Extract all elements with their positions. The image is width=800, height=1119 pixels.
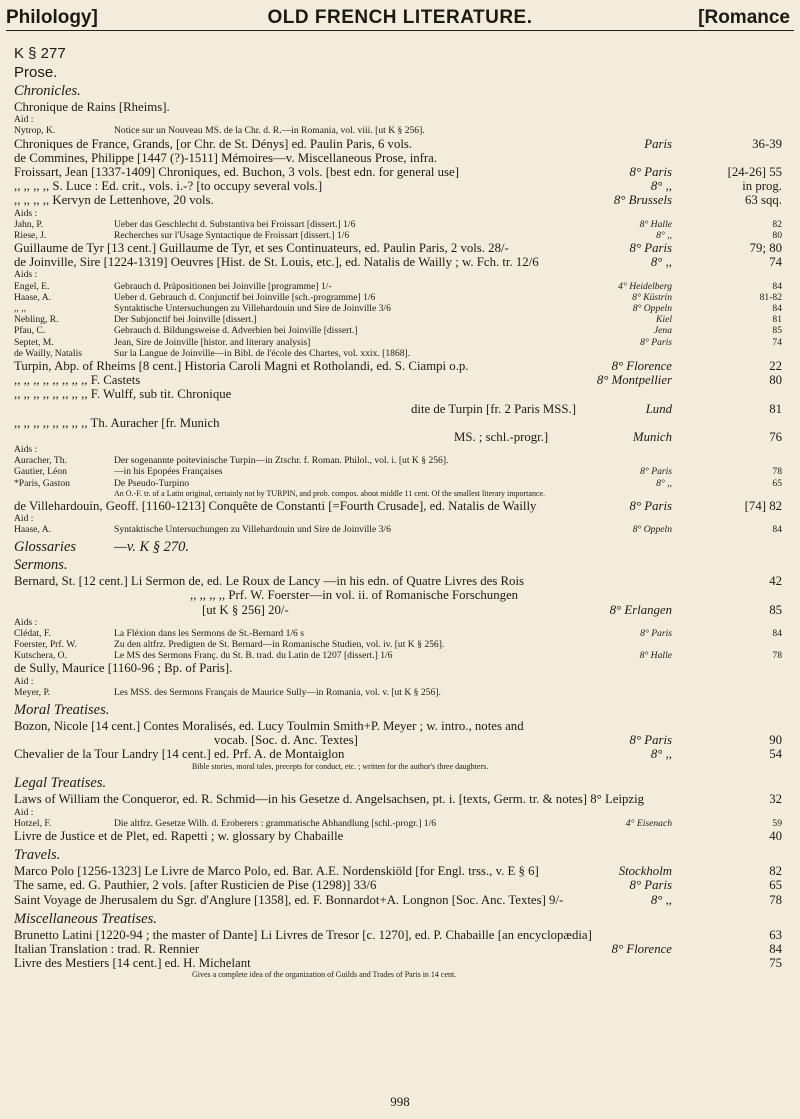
- page-ref: 75: [769, 956, 782, 971]
- entry-line: [14, 292, 782, 303]
- format-place: 8° Halle: [639, 650, 672, 662]
- format-place: 8° Paris: [629, 878, 672, 893]
- entry-text: ,, ,, ,, ,, S. Luce : Ed. crit., vols. i.-? [to occupy several vols.]: [14, 179, 323, 194]
- entry-text: Nebling, R.: [14, 314, 59, 326]
- entry-text: Saint Voyage de Jherusalem du Sgr. d'Anglure [1358], ed. F. Bonnardot+A. Longnon [Soc. Anc. Textes] 9/-: [14, 892, 564, 907]
- entry-text: Aid :: [14, 806, 34, 818]
- entry-text: [ut K § 256] 20/-: [202, 602, 289, 617]
- page-ref: 84: [772, 303, 782, 314]
- format-place: 8° Paris: [629, 733, 672, 748]
- format-place: 8° Paris: [640, 336, 672, 348]
- entry-text: Bozon, Nicole [14 cent.] Contes Moralisés, ed. Lucy Toulmin Smith+P. Meyer ; w. intro., notes and: [14, 719, 524, 734]
- format-place: 8° Paris: [629, 164, 672, 179]
- header-center: OLD FRENCH LITERATURE.: [267, 7, 533, 28]
- entry-line: [14, 574, 782, 588]
- header-left: Philology]: [6, 7, 98, 28]
- entry-line: [14, 513, 782, 524]
- page-ref: 74: [769, 255, 782, 270]
- entry-line: [14, 100, 782, 114]
- entry-text: Bible stories, moral tales, precepts for conduct, etc. ; written for the author's three daughters.: [192, 761, 489, 771]
- entry-text: de Wailly, Natalis: [14, 347, 82, 359]
- entry-text: Chronicles.: [14, 83, 81, 99]
- entry-line: [14, 807, 782, 818]
- page-ref: 81: [769, 401, 782, 416]
- page-ref: 84: [772, 523, 782, 535]
- format-place: 8° ,,: [650, 179, 672, 194]
- entry-line: [14, 956, 782, 970]
- entry-line: [14, 650, 782, 661]
- format-place: Stockholm: [618, 864, 672, 879]
- entry-line: [14, 603, 782, 617]
- page-ref: 80: [772, 229, 782, 241]
- entry-text: Engel, E.: [14, 280, 50, 292]
- format-place: 8° Halle: [639, 218, 672, 230]
- entry-text: Gautier, Léon: [14, 466, 67, 478]
- entry-line: [14, 455, 782, 466]
- entry-text: Prose.: [14, 64, 58, 81]
- format-place: 8° Paris: [640, 466, 672, 478]
- entry-text: Zu den altfrz. Predigten de St. Bernard—in Romanische Studien, vol. iv. [ut K § 256].: [114, 639, 445, 651]
- entry-line: [14, 588, 782, 602]
- entry-text: Turpin, Abp. of Rheims [8 cent.] Historia Caroli Magni et Rotholandi, ed. S. Ciampi o.p.: [14, 358, 469, 373]
- entry-text: Ueber d. Gebrauch d. Conjunctif bei Joinville [sch.-programme] 1/6: [114, 291, 376, 303]
- entry-text: Italian Translation : trad. R. Rennier: [14, 941, 200, 956]
- entry-line: [14, 179, 782, 193]
- entry-line: [14, 82, 782, 100]
- entry-line: [14, 387, 782, 401]
- entry-text: de Joinville, Sire [1224-1319] Oeuvres [Hist. de St. Louis, etc.], ed. Natalis de Wailly ; w. Fch. tr. 12/6: [14, 255, 539, 270]
- header-right: [Romance: [698, 7, 790, 28]
- entry-line: [14, 255, 782, 269]
- entry-text: Aids :: [14, 269, 38, 281]
- entry-line: [14, 719, 782, 733]
- entry-line: [14, 337, 782, 348]
- format-place: 8° Florence: [611, 941, 672, 956]
- entry-line: [14, 893, 782, 907]
- entry-line: [14, 762, 782, 772]
- entry-text: Aids :: [14, 616, 38, 628]
- page-ref: 84: [772, 280, 782, 292]
- entry-line: [14, 269, 782, 280]
- entry-line: [14, 44, 782, 64]
- entry-text: Nytrop, K.: [14, 125, 56, 137]
- entry-text: Brunetto Latini [1220-94 ; the master of Dante] Li Livres de Tresor [c. 1270], ed. P. Chabaille [an encyclopædia]: [14, 927, 592, 942]
- entry-line: [14, 628, 782, 639]
- entry-line: [14, 701, 782, 719]
- entry-text: Clédat, F.: [14, 627, 51, 639]
- entry-line: [14, 970, 782, 980]
- page-ref: 63 sqq.: [745, 193, 782, 208]
- entry-text: Riese, J.: [14, 229, 47, 241]
- page-ref: 40: [769, 828, 782, 843]
- entry-text: Le MS des Sermons Franç. du St. B. trad. du Latin de 1207 [dissert.] 1/6: [114, 650, 393, 662]
- entry-line: [14, 165, 782, 179]
- entry-text: Haase, A.: [14, 523, 52, 535]
- format-place: 8° Paris: [629, 498, 672, 513]
- entry-line: [14, 325, 782, 336]
- entry-text: Gebrauch d. Präpositionen bei Joinville [programme] 1/-: [114, 280, 332, 292]
- page-ref: 84: [769, 941, 782, 956]
- entry-text: Der Subjonctif bei Joinville [dissert.]: [114, 314, 257, 326]
- entry-text: De Pseudo-Turpino: [114, 477, 190, 489]
- entry-text: dite de Turpin [fr. 2 Paris MSS.]: [411, 401, 576, 416]
- format-place: 8° Küstrin: [632, 291, 672, 303]
- format-place: Jena: [653, 325, 672, 337]
- page-ref: 80: [769, 373, 782, 388]
- entry-text: Travels.: [14, 847, 61, 864]
- entry-text: Haase, A.: [14, 291, 52, 303]
- entry-text: La Fléxion dans les Sermons de St.-Bernard 1/6 s: [114, 627, 304, 639]
- entry-line: [14, 281, 782, 292]
- entry-line: [14, 219, 782, 230]
- format-place: 8° ,,: [656, 477, 672, 489]
- entry-line: [14, 878, 782, 892]
- format-place: 8° Montpellier: [596, 373, 672, 388]
- entry-line: [14, 230, 782, 241]
- entry-text: Notice sur un Nouveau MS. de la Chr. d. R.—in Romania, vol. viii. [ut K § 256].: [114, 125, 425, 137]
- entry-text: Sermons.: [14, 557, 68, 574]
- entry-line: [14, 617, 782, 628]
- entry-text: Recherches sur l'Usage Syntactique de Froissart [dissert.] 1/6: [114, 229, 350, 241]
- entry-text: Aid :: [14, 114, 34, 126]
- entry-text: ,, ,, ,, ,, Kervyn de Lettenhove, 20 vols.: [14, 193, 214, 208]
- entry-text: Sur la Langue de Joinville—in Bibl. de l'école des Chartes, vol. xxix. [1868].: [114, 347, 411, 359]
- entry-line: [14, 444, 782, 455]
- running-header: [6, 2, 794, 30]
- format-place: 8° Oppeln: [632, 303, 672, 314]
- page-ref: 82: [772, 218, 782, 230]
- entry-text: ,, ,, ,, ,, ,, ,, ,, ,, F. Castets: [14, 373, 141, 388]
- entry-line: [14, 676, 782, 687]
- page-ref: 78: [772, 650, 782, 662]
- entry-text: Aids :: [14, 207, 38, 219]
- entry-text: Hotzel, F.: [14, 817, 52, 829]
- format-place: 8° ,,: [650, 747, 672, 762]
- entry-text: Moral Treatises.: [14, 702, 110, 719]
- entry-text: Pfau, C.: [14, 325, 46, 337]
- format-place: 8° Erlangen: [609, 602, 672, 617]
- format-place: 8° Paris: [629, 241, 672, 256]
- entry-text: An O.-F. tr. of a Latin original, certainly not by TURPIN, and prob. compos. about middle 11 cent. Of the smallest literary importance.: [114, 488, 546, 498]
- format-place: 8° Brussels: [613, 193, 672, 208]
- entry-text: ,, ,, ,, ,, Prf. W. Foerster—in vol. ii. of Romanische Forschungen: [190, 588, 519, 603]
- entry-line: [14, 151, 782, 165]
- entry-text: Froissart, Jean [1337-1409] Chroniques, ed. Buchon, 3 vols. [best edn. for general use]: [14, 164, 459, 179]
- entry-line: [14, 241, 782, 255]
- entry-text: Aid :: [14, 512, 34, 524]
- entry-text: Ueber das Geschlecht d. Substantiva bei Froissart [dissert.] 1/6: [114, 218, 356, 230]
- page-ref: 65: [769, 878, 782, 893]
- entry-line: [14, 402, 782, 416]
- entry-text: ,, ,,: [14, 303, 26, 314]
- entry-line: [14, 430, 782, 444]
- entry-text: Die altfrz. Gesetze Wilh. d. Eroberers : grammatische Abhandlung [schl.-progr.] 1/6: [114, 817, 437, 829]
- entry-text: —v. K § 270.: [114, 539, 190, 556]
- entry-line: [14, 466, 782, 477]
- page-ref: 90: [769, 733, 782, 748]
- page-ref: [24-26] 55: [727, 164, 782, 179]
- entry-text: *Paris, Gaston: [14, 477, 70, 489]
- format-place: 8° ,,: [650, 892, 672, 907]
- entry-text: Jean, Sire de Joinville [histor. and literary analysis]: [114, 336, 311, 348]
- entry-text: Glossaries: [14, 539, 77, 556]
- format-place: Kiel: [656, 314, 672, 326]
- page-ref: 85: [772, 325, 782, 337]
- entry-text: Aids :: [14, 444, 38, 456]
- entry-line: [14, 489, 782, 499]
- entry-text: Chronique de Rains [Rheims].: [14, 100, 170, 114]
- page-ref: 82: [769, 864, 782, 879]
- entry-line: [14, 639, 782, 650]
- entry-line: [14, 208, 782, 219]
- entry-line: [14, 792, 782, 806]
- entry-line: [14, 137, 782, 151]
- format-place: Lund: [645, 401, 672, 416]
- entry-text: —in his Epopées Françaises: [114, 466, 223, 478]
- entry-text: de Sully, Maurice [1160-96 ; Bp. of Paris].: [14, 661, 233, 676]
- format-place: 4° Heidelberg: [618, 280, 672, 292]
- entry-text: Laws of William the Conqueror, ed. R. Schmid—in his Gesetze d. Angelsachsen, pt. i. [texts, Germ. tr. & notes] 8° Leipzig: [14, 792, 645, 807]
- entry-line: [14, 829, 782, 843]
- entry-text: Syntaktische Untersuchungen zu Villehardouin und Sire de Joinville 3/6: [114, 303, 391, 314]
- entry-line: [14, 524, 782, 535]
- page-ref: 81-82: [759, 291, 782, 303]
- format-place: 8° Florence: [611, 358, 672, 373]
- page-ref: 36-39: [752, 136, 782, 151]
- page-ref: 74: [772, 336, 782, 348]
- page-ref: 78: [772, 466, 782, 478]
- entry-text: Syntaktische Untersuchungen zu Villehardouin und Sire de Joinville 3/6: [114, 523, 391, 535]
- entry-line: [14, 818, 782, 829]
- entry-text: de Commines, Philippe [1447 (?)-1511] Mémoires—v. Miscellaneous Prose, infra.: [14, 150, 438, 165]
- entry-line: [14, 928, 782, 942]
- entry-line: [14, 733, 782, 747]
- entry-text: Livre de Justice et de Plet, ed. Rapetti ; w. glossary by Chabaille: [14, 828, 344, 843]
- entry-line: [14, 359, 782, 373]
- page-ref: [74] 82: [744, 498, 782, 513]
- entry-text: ,, ,, ,, ,, ,, ,, ,, ,, Th. Auracher [fr. Munich: [14, 415, 220, 430]
- format-place: 8° Oppeln: [632, 523, 672, 535]
- entry-text: Foerster, Prf. W.: [14, 639, 77, 651]
- entry-text: Miscellaneous Treatises.: [14, 910, 157, 927]
- entry-text: Marco Polo [1256-1323] Le Livre de Marco Polo, ed. Bar. A.E. Nordenskiöld [for Engl. trss., v. E § 6]: [14, 864, 539, 879]
- entry-text: Bernard, St. [12 cent.] Li Sermon de, ed. Le Roux de Lancy —in his edn. of Quatre Livres des Rois: [14, 574, 524, 589]
- page-ref: 81: [772, 314, 782, 326]
- entry-text: K § 277: [14, 45, 66, 62]
- format-place: 8° Paris: [640, 627, 672, 639]
- entry-line: [14, 193, 782, 207]
- bibliography-body: [14, 44, 782, 980]
- page-ref: 22: [769, 358, 782, 373]
- entry-line: [14, 303, 782, 314]
- entry-text: Kutschera, O.: [14, 650, 68, 662]
- page-ref: 42: [769, 574, 782, 589]
- entry-text: Jahn, P.: [14, 218, 44, 230]
- page-ref: 54: [769, 747, 782, 762]
- entry-line: [14, 373, 782, 387]
- entry-line: [14, 416, 782, 430]
- entry-text: Aid :: [14, 675, 34, 687]
- entry-text: Chevalier de la Tour Landry [14 cent.] ed. Prf. A. de Montaiglon: [14, 747, 345, 762]
- entry-text: Gebrauch d. Bildungsweise d. Adverbien bei Joinville [dissert.]: [114, 325, 358, 337]
- entry-text: Chroniques de France, Grands, [or Chr. de St. Dénys] ed. Paulin Paris, 6 vols.: [14, 136, 413, 151]
- entry-text: Legal Treatises.: [14, 775, 107, 792]
- entry-line: [14, 846, 782, 864]
- entry-line: [14, 687, 782, 698]
- format-place: Munich: [632, 429, 672, 444]
- entry-text: vocab. [Soc. d. Anc. Textes]: [214, 733, 358, 748]
- format-place: 8° ,,: [650, 255, 672, 270]
- entry-text: Livre des Mestiers [14 cent.] ed. H. Michelant: [14, 956, 251, 971]
- format-place: 4° Eisenach: [625, 817, 672, 829]
- entry-line: [14, 538, 782, 556]
- page-ref: 63: [769, 927, 782, 942]
- entry-text: Der sogenannte poitevinische Turpin—in Ztschr. f. Roman. Philol., vol. i. [ut K § 256].: [114, 455, 449, 467]
- entry-text: Auracher, Th.: [14, 455, 67, 467]
- entry-text: de Villehardouin, Geoff. [1160-1213] Conquête de Constanti [=Fourth Crusade], ed. Natalis de Wailly: [14, 498, 537, 513]
- page-ref: 76: [769, 429, 782, 444]
- entry-line: [14, 556, 782, 574]
- entry-text: Septet, M.: [14, 336, 54, 348]
- entry-line: [14, 114, 782, 125]
- page-ref: 59: [772, 817, 782, 829]
- entry-text: Les MSS. des Sermons Français de Maurice Sully—in Romania, vol. v. [ut K § 256].: [114, 686, 441, 698]
- page-ref: 65: [772, 477, 782, 489]
- entry-text: Meyer, P.: [14, 686, 51, 698]
- page-ref: 78: [769, 892, 782, 907]
- format-place: Paris: [644, 136, 672, 151]
- page-ref: 84: [772, 627, 782, 639]
- entry-line: [14, 747, 782, 761]
- entry-line: [14, 910, 782, 928]
- format-place: 8° ,,: [656, 229, 672, 241]
- entry-text: The same, ed. G. Pauthier, 2 vols. [after Rusticien de Pise (1298)] 33/6: [14, 878, 377, 893]
- entry-line: [14, 774, 782, 792]
- page-ref: 85: [769, 602, 782, 617]
- header-rule: [6, 30, 794, 31]
- page-number: 998: [390, 1094, 410, 1109]
- entry-line: [14, 348, 782, 359]
- entry-text: Gives a complete idea of the organization of Guilds and Trades of Paris in 14 cent.: [192, 970, 457, 980]
- entry-line: [14, 864, 782, 878]
- entry-line: [14, 125, 782, 136]
- entry-line: [14, 64, 782, 82]
- entry-line: [14, 478, 782, 489]
- entry-text: ,, ,, ,, ,, ,, ,, ,, ,, F. Wulff, sub tit. Chronique: [14, 387, 232, 402]
- entry-line: [14, 942, 782, 956]
- page-ref: in prog.: [742, 179, 782, 194]
- page-ref: 79; 80: [749, 241, 782, 256]
- entry-line: [14, 314, 782, 325]
- entry-line: [14, 499, 782, 513]
- entry-line: [14, 661, 782, 675]
- page-ref: 32: [769, 792, 782, 807]
- entry-text: Guillaume de Tyr [13 cent.] Guillaume de Tyr, et ses Continuateurs, ed. Paulin Paris, 2 vols. 28/-: [14, 241, 509, 256]
- entry-text: MS. ; schl.-progr.]: [454, 429, 549, 444]
